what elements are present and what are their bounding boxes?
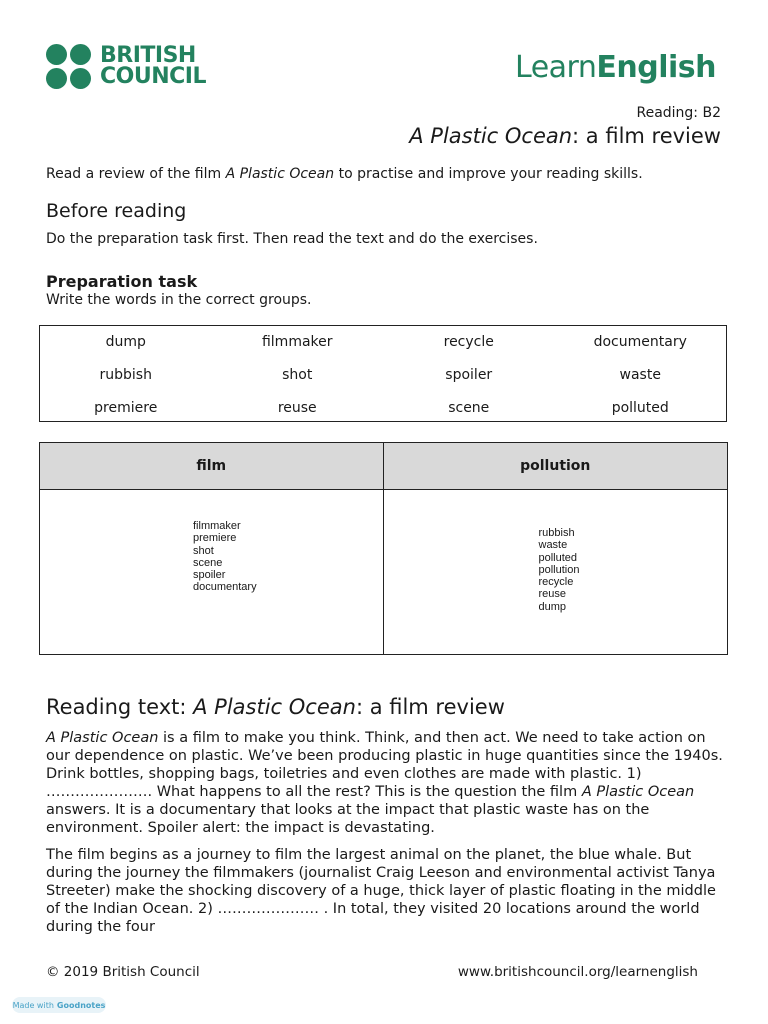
- answer-item: premiere: [193, 532, 237, 545]
- pollution-column-header: pollution: [384, 443, 728, 490]
- answer-item: rubbish: [538, 527, 575, 539]
- film-answer-cell[interactable]: [40, 490, 384, 654]
- word-item: scene: [448, 400, 490, 416]
- british-council-dots-icon: [46, 44, 91, 89]
- reading-paragraph-1: A Plastic Ocean is a film to make you think. Think, and then act. We need to take action on our dependence on plastic. We’ve been producing plastic in huge quantities since the 1940s. Drink bottles, shopping bags, toiletries and even clothes are made with plastic. 1) …………………. What happens to all the rest? This is the question the film A Plastic Ocean answers. It is a documentary that looks at the impact that plastic waste has on the environment. Spoiler alert: the impact is devastating.: [46, 730, 723, 836]
- footer-url[interactable]: www.britishcouncil.org/learnenglish: [457, 964, 698, 980]
- before-reading-text: Do the preparation task first. Then read the text and do the exercises.: [46, 231, 538, 247]
- british-council-logo: [46, 43, 206, 89]
- answer-item: shot: [193, 544, 214, 557]
- word-item: filmmaker: [261, 334, 333, 350]
- reading-heading: Reading text: A Plastic Ocean: a film review: [46, 695, 505, 719]
- word-box: [39, 325, 727, 422]
- word-item: shot: [282, 367, 313, 383]
- page-title: A Plastic Ocean: a film review: [409, 124, 721, 148]
- before-reading-heading: Before reading: [46, 200, 187, 222]
- word-item: reuse: [277, 400, 317, 416]
- film-column-header: film: [40, 443, 384, 490]
- answer-item: filmmaker: [193, 520, 241, 532]
- word-item: spoiler: [445, 367, 493, 383]
- word-item: polluted: [611, 400, 669, 416]
- film-answers: [193, 520, 257, 594]
- intro-text: Read a review of the film A Plastic Ocean to practise and improve your reading skills.: [46, 166, 643, 182]
- goodnotes-badge: Made with Goodnotes: [12, 997, 106, 1013]
- answer-item: waste: [538, 539, 568, 552]
- answer-item: dump: [538, 600, 567, 613]
- preparation-instruction: Write the words in the correct groups.: [46, 292, 312, 308]
- pollution-answers: [539, 527, 580, 613]
- answer-item: polluted: [538, 551, 578, 564]
- word-item: rubbish: [99, 367, 152, 383]
- word-item: documentary: [593, 334, 687, 350]
- word-item: waste: [619, 367, 661, 383]
- answer-item: spoiler: [193, 569, 226, 582]
- pollution-answer-cell[interactable]: [384, 490, 728, 654]
- answer-item: recycle: [538, 576, 574, 589]
- level-label: Reading: B2: [636, 105, 721, 121]
- preparation-heading: Preparation task: [46, 272, 198, 291]
- answer-item: scene: [193, 556, 223, 569]
- group-table: [39, 442, 728, 655]
- british-council-wordmark: BRITISH COUNCIL: [100, 43, 206, 89]
- word-item: premiere: [94, 400, 158, 416]
- word-item: recycle: [443, 334, 494, 350]
- answer-item: reuse: [538, 588, 567, 601]
- answer-item: pollution: [538, 563, 580, 576]
- word-item: dump: [105, 334, 146, 350]
- reading-paragraph-2: The film begins as a journey to film the largest animal on the planet, the blue whale. But during the journey the filmmakers (journalist Craig Leeson and environmental activist Tanya Streeter) make the shocking discovery of a huge, thick layer of plastic floating in the middle of the Indian Ocean. 2) ………………… . In total, they visited 20 locations around the world during the four: [46, 847, 716, 935]
- learnenglish-logo: LearnEnglish: [515, 50, 716, 85]
- answer-item: documentary: [193, 581, 257, 594]
- footer-copyright: © 2019 British Council: [46, 964, 200, 980]
